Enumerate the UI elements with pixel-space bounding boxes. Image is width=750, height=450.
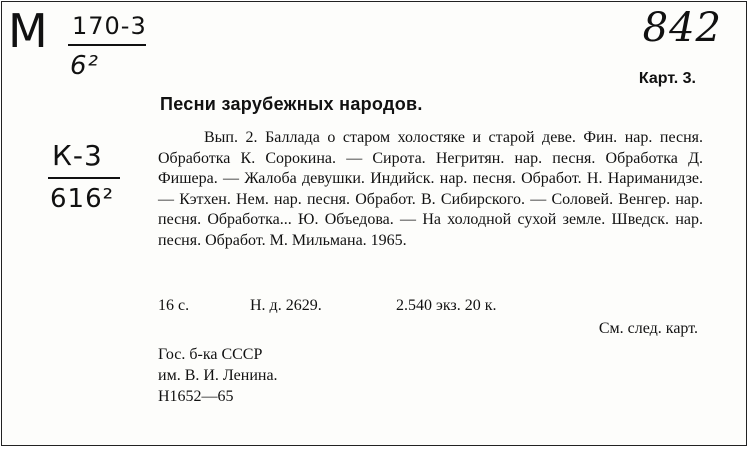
call-letter: М [8,4,49,58]
library-line-2: им. В. И. Ленина. [158,367,278,384]
card-meta [158,296,703,316]
page-count: 16 с. [158,297,190,314]
call-number-top: 170-3 [72,12,147,40]
call-number-divider [68,44,146,46]
card-number: Карт. 3. [638,70,696,87]
library-stamp [158,344,278,407]
shelf-mark-top: К-3 [52,139,103,172]
handwritten-number: 842 [642,5,722,51]
publisher-number: Н. д. 2629. [250,297,322,314]
card-body [158,128,703,252]
shelf-mark-divider [48,177,120,179]
catalog-card [1,1,747,446]
call-number-bottom: 6² [70,51,99,81]
see-next-card: См. след. карт. [598,320,698,337]
library-line-3: Н1652—65 [158,388,234,405]
card-description: Вып. 2. Баллада о старом холостяке и старой деве. Фин. нар. песня. Обработка К. Сорокина. — Сирота. Негритян. нар. песня. Обработка Д. Фишера. — Жалоба девушки. Индийск. нар. песня. Обработ. Н. Нариманидзе. — Кэтхен. Нем. нар. песня. Обработ. В. Сибирского. — Соловей. Венгер. нар. песня. Обработка... Ю. Объедова. — На холодной сухой земле. Шведск. нар. песня. Обработ. М. Мильмана. 1965. [158,129,703,249]
card-title: Песни зарубежных народов. [160,94,423,114]
print-run-price: 2.540 экз. 20 к. [396,297,497,314]
shelf-mark-bottom: 616² [50,184,115,214]
library-line-1: Гос. б-ка СССР [158,346,263,363]
